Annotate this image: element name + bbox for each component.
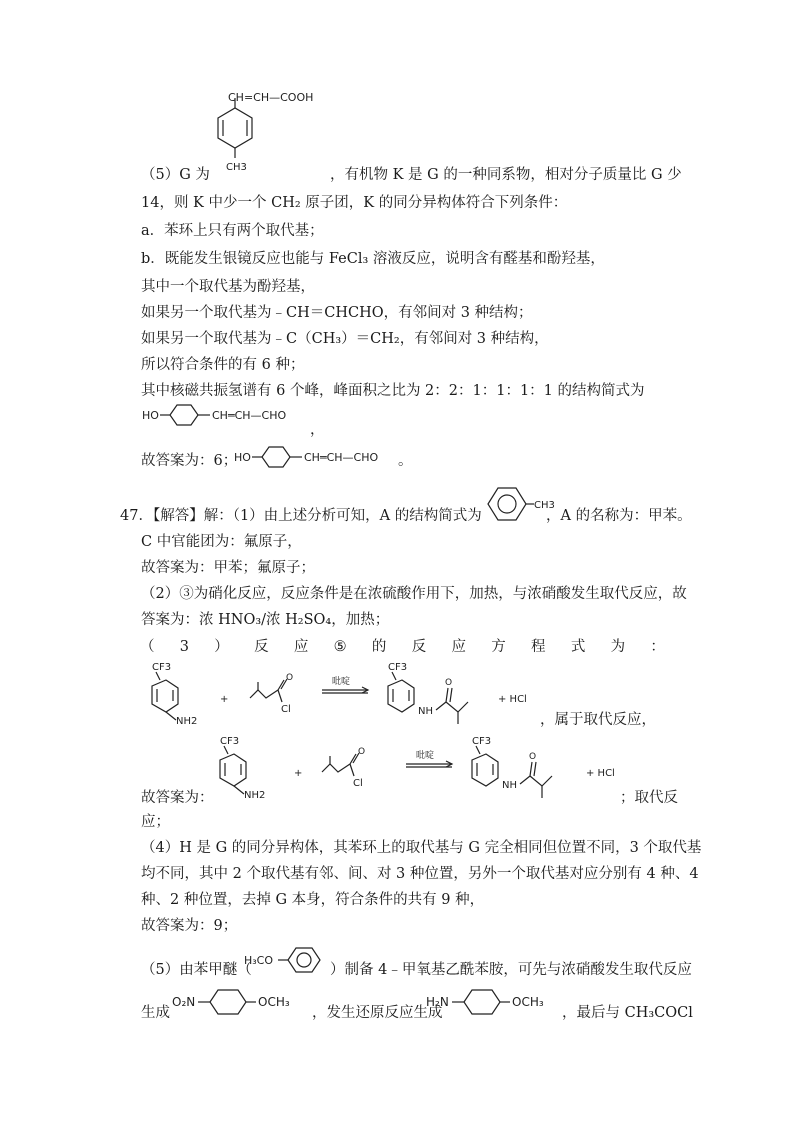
q47-line11: 均不同，其中 2 个取代基有邻、间、对 3 种位置，另外一个取代基对应分别有 4 种、4 <box>141 866 699 882</box>
q47-line10: （4）H 是 G 的同分异构体，其苯环上的取代基与 G 完全相同但位置不同，3 个取代基 <box>141 840 702 856</box>
svg-text:Cl: Cl <box>281 704 291 715</box>
svg-text:吡啶: 吡啶 <box>416 751 435 761</box>
p5-line11: 故答案为：6； <box>141 453 238 469</box>
svg-text:Cl: Cl <box>353 778 363 789</box>
q47-line1b: ，A 的名称为：甲苯。 <box>546 508 692 524</box>
q47-line15a: 生成 <box>141 1005 170 1021</box>
q47-line15b: ，发生还原反应生成 <box>312 1005 443 1021</box>
p5-line2: 14，则 K 中少一个 CH₂ 原子团，K 的同分异构体符合下列条件： <box>141 195 568 211</box>
svg-text:O: O <box>358 747 366 757</box>
svg-text:HO: HO <box>142 409 159 422</box>
p5-line1a: （5）G 为 <box>141 167 210 183</box>
svg-text:+ HCl: + HCl <box>586 768 615 779</box>
svg-text:O: O <box>529 752 537 762</box>
p5-period: 。 <box>398 453 413 469</box>
structure-toluene <box>484 482 555 530</box>
svg-text:NH2: NH2 <box>176 716 198 727</box>
q47-line14b: ）制备 4﹣甲氧基乙酰苯胺，可先与浓硝酸发生取代反应 <box>330 962 692 978</box>
svg-text:NH: NH <box>418 706 433 717</box>
reaction-scheme-1 <box>142 660 562 732</box>
svg-text:O₂N: O₂N <box>172 995 196 1009</box>
p5-line7: 如果另一个取代基为﹣C（CH₃）＝CH₂，有邻间对 3 种结构， <box>141 331 549 347</box>
q47-line12: 种、2 种位置，去掉 G 本身，符合条件的共有 9 种， <box>141 892 485 908</box>
svg-text:CH═CH—CHO: CH═CH—CHO <box>304 451 379 464</box>
structure-hydroxycinnamaldehyde-1 <box>142 402 312 428</box>
p5-line3: a．苯环上只有两个取代基； <box>141 223 324 239</box>
svg-text:NH2: NH2 <box>244 790 266 801</box>
svg-text:CF3: CF3 <box>220 736 240 747</box>
g-methyl-label: CH3 <box>226 162 247 173</box>
reaction-scheme-2 <box>210 734 630 806</box>
svg-text:+: + <box>220 694 229 705</box>
svg-text:NH: NH <box>502 780 517 791</box>
structure-4-methoxyaniline <box>426 984 566 1020</box>
structure-g-p-methylcinnamic-acid <box>198 90 338 180</box>
toluene-methyl-label: CH3 <box>534 500 555 511</box>
p5-line4: b．既能发生银镜反应也能与 FeCl₃ 溶液反应，说明含有醛基和酚羟基， <box>141 251 605 267</box>
q47-line7b: ，属于取代反应， <box>540 712 656 728</box>
svg-text:吡啶: 吡啶 <box>332 677 351 687</box>
q47-line13: 故答案为：9； <box>141 918 238 934</box>
svg-text:OCH₃: OCH₃ <box>258 995 290 1009</box>
svg-text:CF3: CF3 <box>388 662 408 673</box>
p5-line5: 其中一个取代基为酚羟基， <box>141 279 315 295</box>
svg-text:H₂N: H₂N <box>426 995 449 1009</box>
q47-line9: 应； <box>141 814 170 830</box>
svg-text:CH═CH—CHO: CH═CH—CHO <box>212 409 287 422</box>
q47-line15c: ，最后与 CH₃COCl <box>562 1005 693 1021</box>
svg-text:O: O <box>445 678 453 688</box>
svg-text:O: O <box>286 673 294 683</box>
q47-line8b: ；取代反 <box>620 790 678 806</box>
svg-text:OCH₃: OCH₃ <box>512 995 544 1009</box>
q47-line5: 答案为：浓 HNO₃/浓 H₂SO₄，加热； <box>141 612 390 628</box>
q47-line1a: 47．【解答】解：（1）由上述分析可知，A 的结构简式为 <box>120 508 482 524</box>
structure-anisole <box>244 942 334 982</box>
svg-text:CF3: CF3 <box>472 736 492 747</box>
g-chain-label: CH=CH—COOH <box>228 91 314 104</box>
structure-hydroxycinnamaldehyde-2 <box>234 444 404 470</box>
q47-line2: C 中官能团为：氟原子， <box>141 534 302 550</box>
svg-text:HO: HO <box>234 451 251 464</box>
p5-comma: ， <box>310 422 325 438</box>
q47-line14a: （5）由苯甲醚（ <box>141 962 252 978</box>
q47-line3: 故答案为：甲苯；氟原子； <box>141 560 315 576</box>
p5-line9: 其中核磁共振氢谱有 6 个峰，峰面积之比为 2：2：1：1：1：1 的结构简式为 <box>141 383 645 399</box>
q47-line4: （2）③为硝化反应，反应条件是在浓硫酸作用下，加热，与浓硝酸发生取代反应，故 <box>141 586 687 602</box>
p5-line8: 所以符合条件的有 6 种； <box>141 357 305 373</box>
svg-text:CF3: CF3 <box>152 662 172 673</box>
p5-line6: 如果另一个取代基为﹣CH＝CHCHO，有邻间对 3 种结构； <box>141 305 533 321</box>
svg-text:+: + <box>294 768 303 779</box>
p5-line1b: ，有机物 K 是 G 的一种同系物，相对分子质量比 G 少 <box>330 167 682 183</box>
q47-line6-spread: （ 3 ） 反 应 ⑤ 的 反 应 方 程 式 为 ： <box>140 639 665 655</box>
svg-text:H₃CO: H₃CO <box>244 954 274 967</box>
q47-line8a: 故答案为： <box>141 790 214 806</box>
svg-text:+ HCl: + HCl <box>498 694 527 705</box>
structure-4-nitroanisole <box>172 984 312 1020</box>
